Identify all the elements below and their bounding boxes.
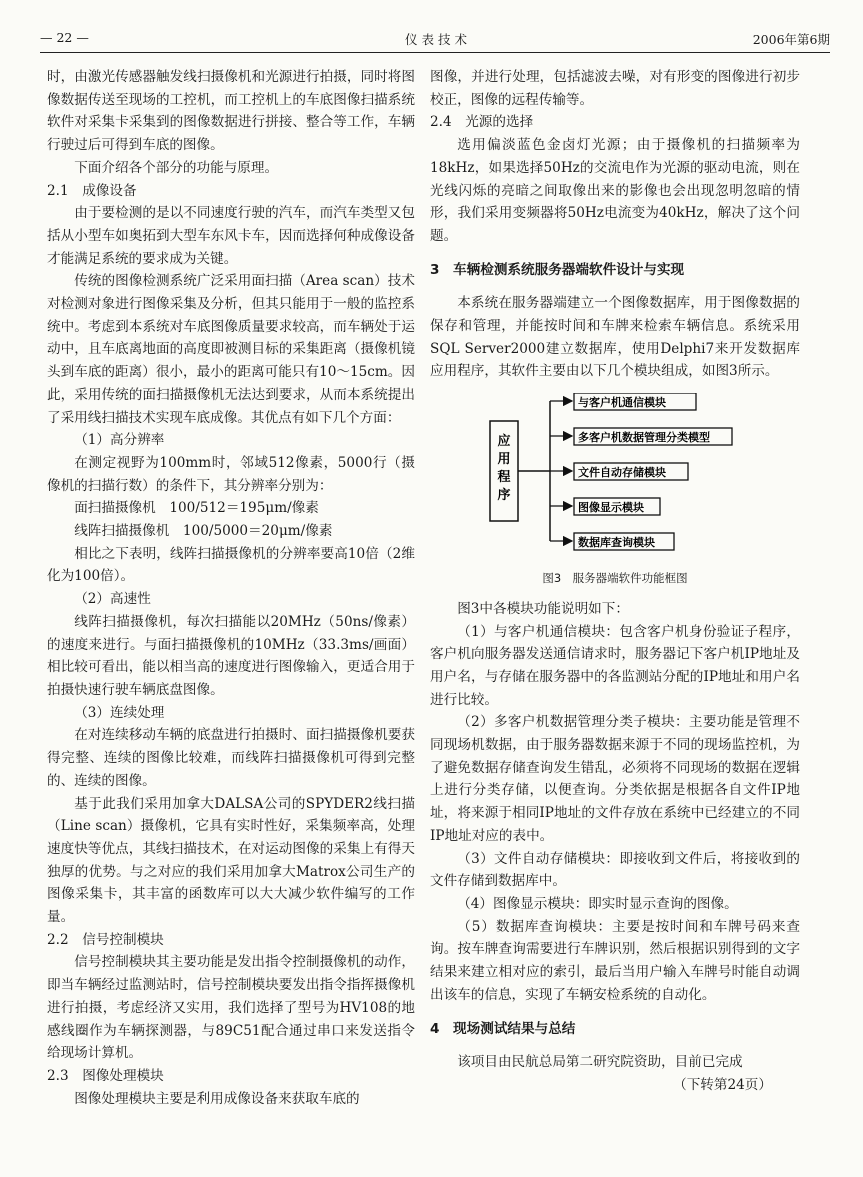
- paragraph: （3）文件自动存储模块：即接收到文件后，将接收到的文件存储到数据库中。: [430, 850, 800, 890]
- block-diagram: [482, 393, 742, 563]
- paragraph: （4）图像显示模块：即实时显示查询的图像。: [457, 895, 738, 912]
- right-column: [430, 66, 800, 1097]
- paragraph: （2）多客户机数据管理分类子模块：主要功能是管理不同现场机数据，由于服务器数据来源于不同的现场监控机，为了避免数据存储查询发生错乱，必须将不同现场的数据在逻辑上进行分类存储，以便查询。分类依据是根据各自文件IP地址，将来源于相同IP地址的文件存放在系统中已经建立的不同IP地址对应的表中。: [430, 714, 800, 844]
- paragraph: 在对连续移动车辆的底盘进行拍摄时、面扫描摄像机要获得完整、连续的图像比较难，而线阵扫描摄像机可得到完整的、连续的图像。: [47, 727, 415, 789]
- paragraph: 线阵扫描摄像机，每次扫描能以20MHz（50ns/像素）的速度来进行。与面扫描摄像机的10MHz（33.3ms/画面）相比较可看出，能以相当高的速度进行图像输入，更适合用于拍摄快速行驶车辆底盘图像。: [47, 613, 415, 698]
- section-heading-2-2: 2.2 信号控制模块: [47, 931, 164, 948]
- paragraph: 信号控制模块其主要功能是发出指令控制摄像机的动作，即当车辆经过监测站时，信号控制模块要发出指令指挥摄像机进行拍摄，考虑经济又实用，我们选择了型号为HV108的地感线圈作为车辆探测器，与89C51配合通过串口来发送指令给现场计算机。: [47, 954, 415, 1062]
- page-number: — 22 —: [40, 30, 89, 45]
- paragraph: 图像处理模块主要是利用成像设备来获取车底的: [74, 1090, 360, 1107]
- continued-note: （下转第24页）: [673, 1076, 772, 1093]
- journal-name: 仪表技术: [405, 32, 472, 47]
- paragraph: （1）与客户机通信模块：包含客户机身份验证子程序，客户机向服务器发送通信请求时，服务器记下客户机IP地址及用户名，与存储在服务器中的各监测站分配的IP地址和用户名进行比较。: [430, 623, 800, 708]
- list-heading: （1）高分辨率: [74, 432, 165, 449]
- app-char: 程: [497, 470, 511, 486]
- figure-caption: 图3 服务器端软件功能框图: [542, 571, 688, 586]
- list-heading: （3）连续处理: [74, 704, 165, 721]
- module-label: 文件自动存储模块: [578, 466, 666, 480]
- paragraph: 在测定视野为100mm时，邻域512像素，5000行（摄像机的扫描行数）的条件下，其分辨率分别为：: [47, 454, 415, 494]
- module-label: 数据库查询模块: [578, 536, 655, 550]
- section-heading-2-4: 2.4 光源的选择: [430, 114, 534, 131]
- paragraph: 时，由激光传感器触发线扫摄像机和光源进行拍摄，同时将图像数据传送至现场的工控机，而工控机上的车底图像扫描系统软件对采集卡采集到的图像数据进行拼接、整合等工作，车辆行驶过后可得到车底的图像。: [47, 69, 415, 154]
- module-label: 与客户机通信模块: [578, 396, 666, 410]
- section-heading-4: 4 现场测试结果与总结: [430, 1020, 576, 1037]
- app-char: 序: [497, 488, 511, 504]
- paragraph: 选用偏淡蓝色金卤灯光源；由于摄像机的扫描频率为18kHz，如果选择50Hz的交流电作为光源的驱动电流，则在光线闪烁的亮暗之间取像出来的影像也会出现忽明忽暗的情形，我们采用变频器将50Hz电流变为40kHz，解决了这个问题。: [430, 137, 800, 244]
- figure-3: [430, 393, 800, 565]
- issue-label: 2006年第6期: [752, 32, 830, 47]
- paragraph: 由于要检测的是以不同速度行驶的汽车，而汽车类型又包括从小型车如奥拓到大型车东风卡车，因而选择何种成像设备才能满足系统的要求成为关键。: [47, 205, 415, 267]
- left-column: [47, 66, 415, 1110]
- module-label: 图像显示模块: [578, 501, 644, 515]
- list-heading: （2）高速性: [74, 591, 151, 608]
- app-char: 应: [497, 434, 511, 450]
- app-char: 用: [497, 452, 511, 468]
- section-heading-2-1: 2.1 成像设备: [47, 182, 137, 199]
- paragraph: 该项目由民航总局第二研究院资助，目前已完成: [457, 1054, 743, 1071]
- formula-area-scan: 面扫描摄像机 100/512＝195μm/像素: [74, 500, 319, 517]
- paragraph: 图3中各模块功能说明如下：: [457, 600, 629, 617]
- section-heading-2-3: 2.3 图像处理模块: [47, 1067, 164, 1084]
- paragraph: 本系统在服务器端建立一个图像数据库，用于图像数据的保存和管理，并能按时间和车牌来检索车辆信息。系统采用SQL Server2000建立数据库，使用Delphi7来开发数据库应用程序，其软件主要由以下几个模块组成，如图3所示。: [430, 295, 800, 380]
- paragraph: 图像，并进行处理，包括滤波去噪，对有形变的图像进行初步校正，图像的远程传输等。: [430, 69, 800, 108]
- paragraph: 传统的图像检测系统广泛采用面扫描（Area scan）技术对检测对象进行图像采集及分析，但其只能用于一般的监控系统中。考虑到本系统对车底图像质量要求较高，而车辆处于运动中，且车底离地面的高度即被测目标的采集距离（摄像机镜头到车底的距离）很小，最小的距离可能只有10～15cm。因此，采用传统的面扫描摄像机无法达到要求，从而本系统提出了采用线扫描技术实现车底成像。其优点有如下几个方面：: [47, 273, 415, 426]
- formula-line-scan: 线阵扫描摄像机 100/5000＝20μm/像素: [74, 523, 333, 540]
- paragraph: 下面介绍各个部分的功能与原理。: [74, 159, 279, 176]
- module-label: 多客户机数据管理分类模型: [578, 431, 710, 445]
- running-header: [40, 30, 830, 53]
- paragraph: 相比之下表明，线阵扫描摄像机的分辨率要高10倍（2维化为100倍）。: [47, 545, 415, 585]
- section-heading-3: 3 车辆检测系统服务器端软件设计与实现: [430, 261, 685, 278]
- paragraph: （5）数据库查询模块：主要是按时间和车牌号码来查询。按车牌查询需要进行车牌识别，然后根据识别得到的文字结果来建立相对应的索引，最后当用户输入车牌号时能自动调出该车的信息，实现了车辆安检系统的自动化。: [430, 918, 800, 1003]
- paragraph: 基于此我们采用加拿大DALSA公司的SPYDER2线扫描（Line scan）摄像机，它具有实时性好，采集频率高，处理速度快等优点，其线扫描技术，在对运动图像的采集上有得天独厚的优势。与之对应的我们采用加拿大Matrox公司生产的图像采集卡，其丰富的函数库可以大大减少软件编写的工作量。: [47, 795, 415, 926]
